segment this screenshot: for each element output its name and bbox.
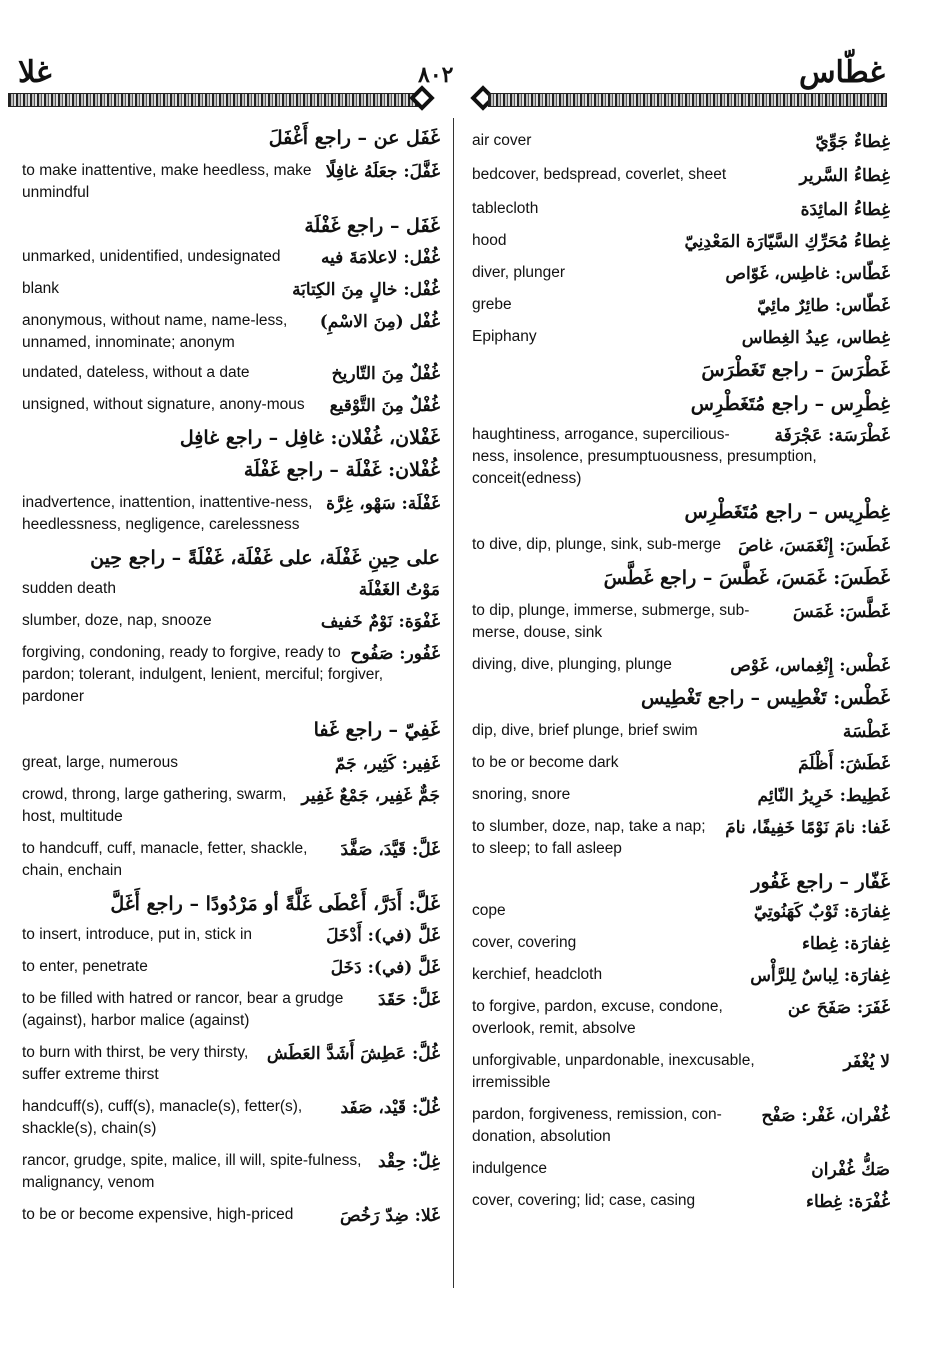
arabic-headword: غُفْل: لاعلامَةَ فيه [320,248,440,268]
arabic-headword: غَفْوَة: نَوْمٌ خَفيف [320,612,440,632]
dictionary-entry [22,278,440,300]
right-column [472,118,890,1212]
english-translation: bedcover, bedspread, coverlet, sheet [472,166,727,183]
arabic-headword: غَطِيط: خَرِيرُ النّائِم [757,786,890,806]
english-translation: to handcuff, cuff, manacle, fetter, shackle, chain, enchain [22,840,308,879]
dictionary-entry [22,718,440,742]
english-translation: pardon, forgiveness, remission, con-donation, absolution [472,1106,722,1145]
arabic-headword: غُفْل (مِنَ الاسْمِ) [319,312,440,332]
dictionary-entry [472,686,890,710]
dictionary-entry [472,566,890,590]
arabic-headword: لا يُغْفَر [843,1052,890,1072]
english-translation: kerchief, headcloth [472,966,603,983]
dictionary-entry [22,752,440,774]
dictionary-entry [472,164,890,186]
arabic-headword: غَفَّلَ: جعَلَهُ غافِلًا [325,162,440,182]
arabic-headword: غَلَّ: قَيَّدَ، صَفَّدَ [340,840,440,860]
dictionary-entry [472,932,890,954]
dictionary-entry [472,392,890,416]
dictionary-entry [472,816,890,860]
dictionary-entry [472,262,890,284]
english-translation: to be or become expensive, high-priced [22,1206,294,1223]
guide-word-right: غطّاس [798,55,885,90]
english-translation: undated, dateless, without a date [22,364,250,381]
dictionary-entry [22,1096,440,1140]
dictionary-entry [472,1050,890,1094]
dictionary-entry [22,362,440,384]
arabic-headword: غُفْرَة: غِطاء [806,1192,890,1212]
arabic-headword: صَكُّ غُفْران [811,1160,890,1180]
arabic-headword: غَلَّ (في): دَخَلَ [330,958,440,978]
dictionary-entry [22,246,440,268]
dictionary-entry [22,546,440,570]
english-translation: handcuff(s), cuff(s), manacle(s), fetter(s), shackle(s), chain(s) [22,1098,303,1137]
dictionary-entry [472,1158,890,1180]
arabic-headword: غَفْلَة: سَهْو، غِرَّة [326,494,440,514]
english-translation: to insert, introduce, put in, stick in [22,926,253,943]
dictionary-entry [472,654,890,676]
arabic-cross-reference: غَطْرَسَ – راجع تَغَطْرَسَ [701,359,890,381]
arabic-cross-reference: غُفْلان: غَفْلَة – راجع غَفْلَة [243,459,440,481]
arabic-headword: غَطْسَة [842,722,890,742]
arabic-headword: مَوْتُ الغَفْلَة [358,580,440,600]
dictionary-entry [472,198,890,220]
dictionary-entry [22,458,440,482]
dictionary-entry [472,1190,890,1212]
arabic-headword: غِطاءٌ جَوِّيّ [815,132,890,152]
page-header [0,0,925,120]
dictionary-entry [472,600,890,644]
arabic-cross-reference: غِطْرِيس – راجع مُتَغَطْرِس [684,501,890,523]
dictionary-entry [472,900,890,922]
arabic-headword: غَطَسَ: إِنْغَمَسَ، غاصَ [738,536,890,556]
arabic-headword: جَمٌّ غَفِير، جَمْعٌ غَفِير [301,786,440,806]
english-translation: indulgence [472,1160,547,1177]
english-translation: Epiphany [472,328,537,345]
arabic-cross-reference: غِطْرِس – راجع مُتَغَطْرِس [690,393,890,415]
dictionary-entry [22,610,440,632]
dictionary-entry [22,1204,440,1226]
dictionary-entry [22,924,440,946]
english-translation: inadvertence, inattention, inattentive-ness, heedlessness, negligence, carelessness [22,494,313,533]
english-translation: great, large, numerous [22,754,178,771]
dictionary-entry [22,214,440,238]
dictionary-entry [472,534,890,556]
arabic-headword: غَفُور: صَفُوح [350,644,440,664]
english-translation: anonymous, without name, name-less, unnamed, innominate; anonym [22,312,288,351]
arabic-cross-reference: على حِينِ غَفْلَة، على غَفْلَة، غَفْلَةً – راجع حِين [90,547,440,569]
arabic-headword: غَطّاس: طائِرٌ مائِيّ [757,296,890,316]
dictionary-entry [472,424,890,490]
dictionary-entry [472,230,890,252]
arabic-cross-reference: غَفِيّ – راجع غَفا [313,719,440,741]
arabic-headword: غُفْلٌ مِنَ التَّوْقيع [329,396,440,416]
english-translation: forgiving, condoning, ready to forgive, ready to pardon; tolerant, indulgent, lenient, merciful; forgiver, pardoner [22,644,384,705]
english-translation: to be or become dark [472,754,619,771]
dictionary-entry [472,784,890,806]
guide-word-left: غلا [18,55,52,90]
english-translation: blank [22,280,60,297]
english-translation: crowd, throng, large gathering, swarm, host, multitude [22,786,287,825]
arabic-headword: غَلَّ (في): أَدْخَلَ [326,926,440,946]
column-divider [453,118,454,1288]
arabic-headword: غَفَرَ: صَفَحَ عن [787,998,890,1018]
english-translation: unsigned, without signature, anony-mous [22,396,305,413]
dictionary-entry [22,988,440,1032]
english-translation: cover, covering; lid; case, casing [472,1192,696,1209]
dictionary-entry [472,996,890,1040]
arabic-headword: غُفْران، غَفْر: صَفْح [761,1106,890,1126]
dictionary-entry [22,1150,440,1194]
dictionary-entry [472,720,890,742]
english-translation: slumber, doze, nap, snooze [22,612,212,629]
english-translation: rancor, grudge, spite, malice, ill will, spite-fulness, malignancy, venom [22,1152,362,1191]
dictionary-entry [22,892,440,916]
arabic-headword: غَفا: نامَ نَوْمًا خَفِيفًا، نامَ [725,818,890,838]
english-translation: haughtiness, arrogance, supercilious-ness, insolence, presumptuousness, presumption, conceit(edness) [472,426,817,487]
arabic-cross-reference: غَفْلان، غُفْلان: غافِل – راجع غافِل [179,427,440,449]
arabic-headword: غَطْس: إِنْغِماس، غَوْص [730,656,890,676]
arabic-headword: غُلّ: قَيْد، صَفَد [340,1098,440,1118]
dictionary-entry [472,326,890,348]
english-translation: to be filled with hatred or rancor, bear a grudge (against), harbor malice (against) [22,990,344,1029]
arabic-headword: غَطْرَسَة: عَجْرَفَة [774,426,890,446]
arabic-headword: غِلّ: حِقْد [378,1152,440,1172]
english-translation: to slumber, doze, nap, take a nap; to sleep; to fall asleep [472,818,706,857]
english-translation: hood [472,232,507,249]
arabic-headword: غَطّاس: غاطِس، غَوّاص [725,264,890,284]
arabic-headword: غِفارَة: لِباسٌ لِلرَّأْس [750,966,890,986]
arabic-headword: غِطاءُ السَّرير [799,166,890,186]
arabic-cross-reference: غَطْس: تَغْطِيس – راجع تَغْطِيس [640,687,890,709]
dictionary-entry [472,752,890,774]
english-translation: to dip, plunge, immerse, submerge, sub-merse, douse, sink [472,602,750,641]
arabic-cross-reference: غَفَل – راجع غَفْلَة [304,215,440,237]
english-translation: to make inattentive, make heedless, make unmindful [22,162,312,201]
dictionary-entry [22,426,440,450]
dictionary-entry [472,130,890,152]
english-translation: sudden death [22,580,116,597]
arabic-headword: غِطاس، عِيدُ الغِطاس [741,328,890,348]
english-translation: air cover [472,132,532,149]
arabic-headword: غِطاءُ مُحَرِّكِ السَّيّارَة المَعْدِنِيّ [684,232,890,252]
dictionary-entry [22,838,440,882]
english-translation: tablecloth [472,200,539,217]
ornamental-rule-right [488,93,887,107]
dictionary-entry [22,310,440,354]
dictionary-entry [22,1042,440,1086]
dictionary-entry [22,642,440,708]
arabic-headword: غَطَشَ: أَظْلَمَ [798,754,890,774]
arabic-headword: غُفْلٌ مِنَ التّاريخ [331,364,440,384]
dictionary-entry [472,358,890,382]
english-translation: diving, dive, plunging, plunge [472,656,672,673]
dictionary-entry [22,956,440,978]
english-translation: snoring, snore [472,786,571,803]
page-number: ٨٠٢ [418,62,454,88]
english-translation: to forgive, pardon, excuse, condone, overlook, remit, absolve [472,998,723,1037]
english-translation: to dive, dip, plunge, sink, sub-merge [472,536,721,553]
english-translation: grebe [472,296,512,313]
english-translation: diver, plunger [472,264,566,281]
left-column [22,118,440,1226]
english-translation: to enter, penetrate [22,958,148,975]
english-translation: cover, covering [472,934,577,951]
english-translation: to burn with thirst, be very thirsty, suffer extreme thirst [22,1044,249,1083]
arabic-headword: غَلَّ: حَقَدَ [378,990,440,1010]
arabic-headword: غِفارَة: ثَوْبٌ كَهَنُوتِيّ [753,902,890,922]
english-translation: dip, dive, brief plunge, brief swim [472,722,698,739]
arabic-cross-reference: غَفّار – راجع غَفُور [751,871,890,893]
dictionary-entry [22,160,440,204]
arabic-cross-reference: غَفَل عن – راجع أَغْفَلَ [268,127,440,149]
dictionary-entry [22,578,440,600]
dictionary-entry [472,1104,890,1148]
arabic-headword: غِطاءُ المائِدَة [800,200,890,220]
dictionary-entry [22,492,440,536]
ornamental-rule-left [8,93,420,107]
arabic-headword: غَلا: ضِدّ رَخُصَ [339,1206,440,1226]
dictionary-entry [472,294,890,316]
dictionary-entry [22,784,440,828]
dictionary-entry [472,964,890,986]
english-translation: unmarked, unidentified, undesignated [22,248,281,265]
arabic-cross-reference: غَلَّ: أَدَرَّ، أَعْطَى غَلَّةً أو مَرْدُودًا – راجع أَغَلَّ [110,893,440,915]
arabic-headword: غَفِير: كَثِير، جَمّ [334,754,440,774]
arabic-cross-reference: غَطَسَ: غَمَسَ، غَطَّسَ – راجع غَطَّسَ [603,567,890,589]
dictionary-entry [472,870,890,894]
arabic-headword: غَطَّسَ: غَمَسَ [792,602,890,622]
english-translation: cope [472,902,506,919]
arabic-headword: غُفْل: خالٍ مِنَ الكِتابَة [292,280,440,300]
dictionary-entry [472,500,890,524]
english-translation: unforgivable, unpardonable, inexcusable, irremissible [472,1052,755,1091]
dictionary-entry [22,394,440,416]
arabic-headword: غُلَّ: عَطِشَ أَشَدَّ العَطَش [266,1044,440,1064]
arabic-headword: غِفارَة: غِطاء [802,934,890,954]
dictionary-entry [22,126,440,150]
